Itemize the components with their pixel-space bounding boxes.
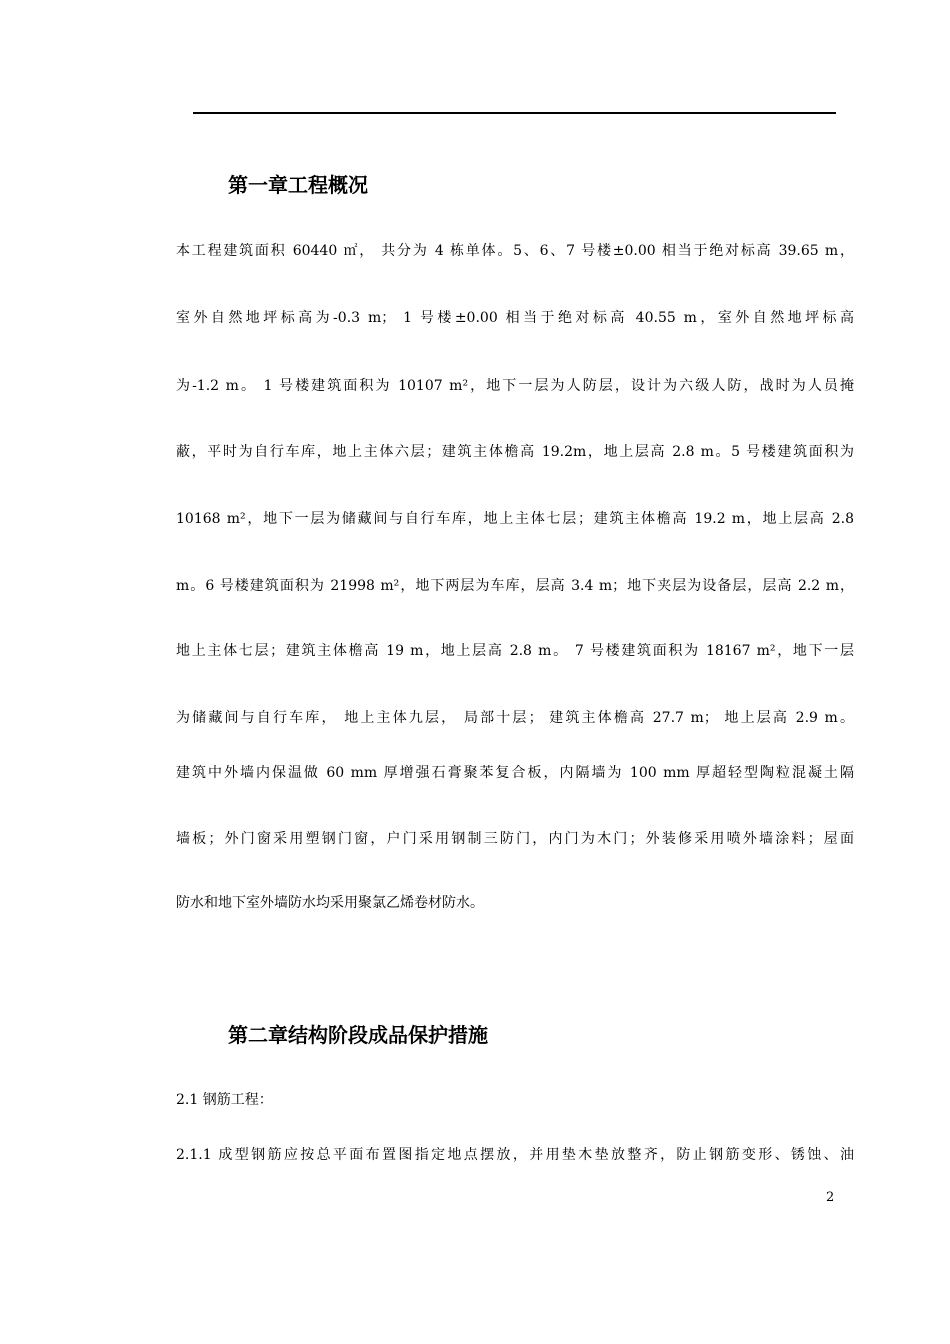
page-number: 2	[826, 1190, 835, 1205]
paragraph-line: 建筑中外墙内保温做 60 mm 厚增强石膏聚苯复合板，内隔墙为 100 mm 厚超轻型陶粒混凝土隔	[176, 765, 854, 781]
section-heading: 2.1 钢筋工程：	[176, 1092, 273, 1108]
paragraph-line: 蔽，平时为自行车库，地上主体六层；建筑主体檐高 19.2m，地上层高 2.8 m。5 号楼建筑面积为	[176, 444, 854, 460]
paragraph-line: 10168 m²，地下一层为储藏间与自行车库，地上主体七层；建筑主体檐高 19.2 m，地上层高 2.8	[176, 511, 854, 527]
paragraph-line: 本工程建筑面积 60440 ㎡， 共分为 4 栋单体。5、6、7 号楼±0.00 相当于绝对标高 39.65 m，	[176, 243, 854, 259]
paragraph-line: 墙板；外门窗采用塑钢门窗，户门采用钢制三防门，内门为木门；外装修采用喷外墙涂料；屋面	[176, 831, 854, 847]
chapter-1-title: 第一章工程概况	[228, 173, 368, 197]
paragraph-line: 为储藏间与自行车库， 地上主体九层， 局部十层； 建筑主体檐高 27.7 m； 地上层高 2.9 m。	[176, 710, 854, 726]
chapter-2-title: 第二章结构阶段成品保护措施	[228, 1023, 488, 1047]
paragraph-line: 地上主体七层；建筑主体檐高 19 m，地上层高 2.8 m。 7 号楼建筑面积为 18167 m²，地下一层	[176, 643, 854, 659]
paragraph-line: 2.1.1 成型钢筋应按总平面布置图指定地点摆放，并用垫木垫放整齐，防止钢筋变形、锈蚀、油	[176, 1147, 854, 1163]
header-rule	[193, 112, 836, 114]
paragraph-line: 室外自然地坪标高为-0.3 m； 1 号楼±0.00 相当于绝对标高 40.55 m，室外自然地坪标高	[176, 310, 854, 326]
paragraph-line: 为-1.2 m。 1 号楼建筑面积为 10107 m²，地下一层为人防层，设计为六级人防，战时为人员掩	[176, 378, 854, 394]
paragraph-line: 防水和地下室外墙防水均采用聚氯乙烯卷材防水。	[176, 895, 484, 911]
paragraph-line: m。6 号楼建筑面积为 21998 m²，地下两层为车库，层高 3.4 m；地下夹层为设备层，层高 2.2 m，	[176, 578, 854, 594]
